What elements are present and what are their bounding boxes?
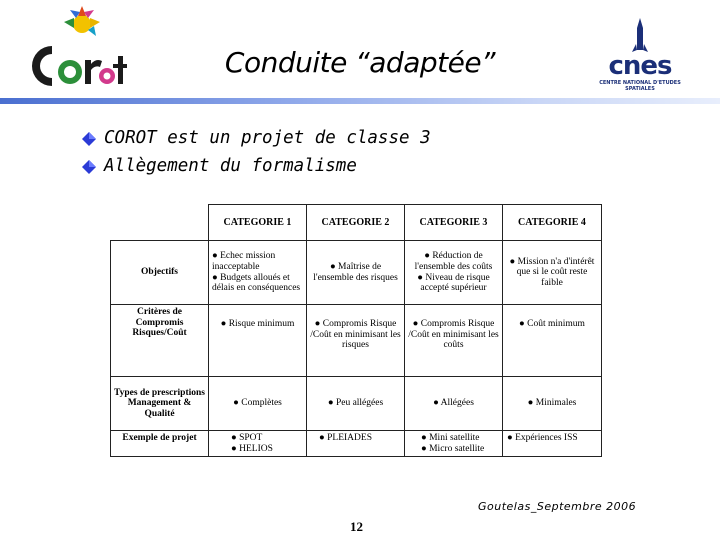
table-cell [209,305,307,377]
column-header-cat1: CATEGORIE 1 [209,205,307,241]
cell-line: ● Compromis Risque /Coût en minimisant les coûts [408,319,499,351]
column-header-cat2: CATEGORIE 2 [307,205,405,241]
row-header: Types de prescriptions Management & Qualité [111,377,209,431]
cell-line: ● Coût minimum [519,319,585,329]
cell-line: ● Echec mission inacceptable [212,251,276,272]
cell-line: ● Mission n'a d'intérêt que si le coût reste faible [509,256,595,288]
table-row-criteres [111,305,602,377]
table-cell [405,305,503,377]
cell-line: ● PLEIADES [319,433,372,443]
cell-line: ● Expériences ISS [507,433,578,443]
header-divider [0,98,720,104]
table-cell [405,241,503,305]
svg-text:cnes: cnes [608,51,672,80]
cell-line: ● Micro satellite [421,443,485,454]
table-corner [111,205,209,241]
table-cell [503,241,602,305]
svg-text:COROT: COROT [12,4,16,5]
table-cell [307,377,405,431]
cell-line: ● Budgets alloués et délais en conséquences [212,272,301,294]
cnes-logo [592,18,688,92]
table-cell [307,305,405,377]
cell-line: ● Réduction de l'ensemble des coûts [414,251,493,272]
table-row-prescriptions [111,377,602,431]
cell-line: ● SPOT [231,433,263,443]
table-cell [307,431,405,457]
cell-line: ● Allégées [433,398,474,409]
sun-icon [64,6,100,36]
bullet-text: COROT est un projet de classe 3 [104,128,431,148]
bullet-text: Allègement du formalisme [104,156,357,176]
footer-text: Goutelas_Septembre 2006 [478,500,637,513]
cell-line: ● Mini satellite [421,433,480,443]
corot-logo [12,4,134,96]
bullet-list [82,124,431,180]
cell-line: ● Compromis Risque /Coût en minimisant les risques [310,319,401,351]
table-cell [503,305,602,377]
table-row-objectifs [111,241,602,305]
row-header: Objectifs [111,241,209,305]
cell-line: ● Complètes [233,398,282,409]
diamond-bullet-icon [82,159,96,173]
table-cell [209,241,307,305]
slide-title: Conduite “adaptée” [224,46,496,79]
diamond-bullet-icon [82,131,96,145]
table-cell [307,241,405,305]
table-cell [405,431,503,457]
table-row-exemple [111,431,602,457]
column-header-cat4: CATEGORIE 4 [503,205,602,241]
table-cell [503,431,602,457]
row-header: Exemple de projet [111,431,209,457]
table-cell [209,377,307,431]
page-number: 12 [350,519,363,534]
cell-line: ● Peu allégées [327,398,384,409]
category-table [110,204,603,458]
cell-line: ● HELIOS [231,443,273,454]
cnes-subtitle: CENTRE NATIONAL D'ETUDES SPATIALES [599,80,681,92]
column-header-cat3: CATEGORIE 3 [405,205,503,241]
bullet-item [82,124,431,152]
cell-line: ● Maîtrise de l'ensemble des risques [313,261,398,283]
row-header: Critères de Compromis Risques/Coût [111,305,209,377]
cell-line: ● Minimales [527,398,577,409]
cell-line: ● Risque minimum [220,319,295,329]
table-cell [405,377,503,431]
cell-line: ● Niveau de risque accepté supérieur [417,272,490,294]
bullet-item [82,152,431,180]
table-cell [503,377,602,431]
table-cell [209,431,307,457]
